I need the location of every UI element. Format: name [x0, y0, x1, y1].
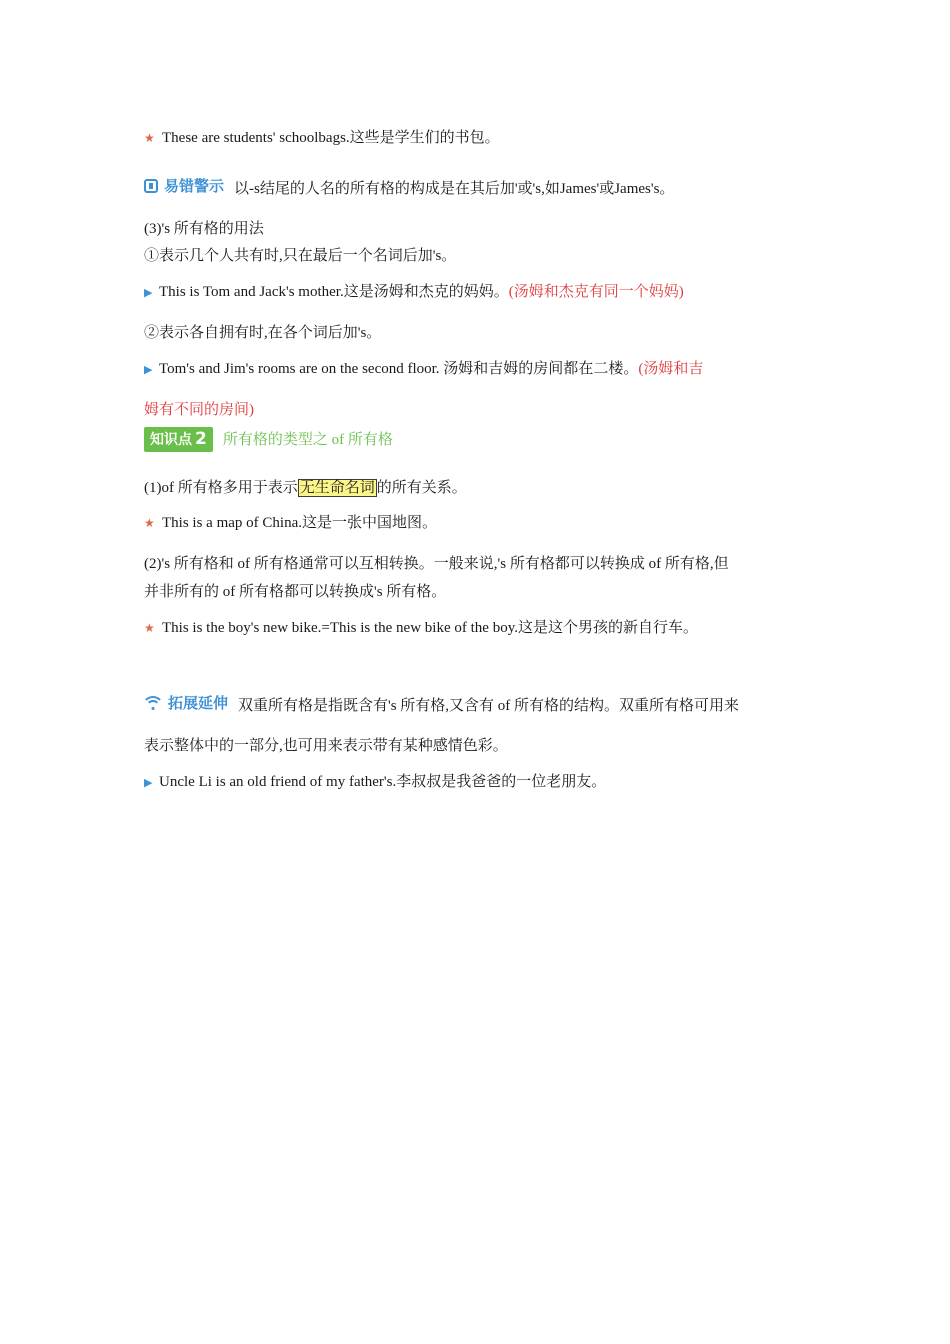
example-students: ★ These are students' schoolbags.这些是学生们的书包。 — [144, 127, 810, 149]
example-tom-jack: ▶ This is Tom and Jack's mother.这是汤姆和杰克的妈妈。(汤姆和杰克有同一个妈妈) — [144, 281, 810, 304]
example-china: ★ This is a map of China.这是一张中国地图。 — [144, 512, 810, 534]
section-2-line-2: 并非所有的 of 所有格都可以转换成's 所有格。 — [144, 584, 447, 600]
example-tom-jim-note-cont: 姆有不同的房间) — [144, 402, 254, 418]
warning-note: 易错警示 以-s结尾的人名的所有格的构成是在其后加'或's,如James'或James's。 — [144, 175, 810, 200]
extension-note: 拓展延伸 双重所有格是指既含有's 所有格,又含有 of 所有格的结构。双重所有格可用来 — [144, 692, 810, 717]
triangle-bullet-icon: ▶ — [144, 776, 153, 789]
section-2-line-1: (2)'s 所有格和 of 所有格通常可以互相转换。一般来说,'s 所有格都可以转换成 of 所有格,但 — [144, 556, 729, 572]
of-rule-1: (1)of 所有格多用于表示 无生命名词 的所有关系。 — [144, 480, 467, 496]
star-bullet-icon: ★ — [144, 131, 155, 145]
star-bullet-icon: ★ — [144, 516, 155, 530]
triangle-bullet-icon: ▶ — [144, 286, 153, 299]
bell-icon — [144, 179, 158, 193]
extension-line-2: 表示整体中的一部分,也可用来表示带有某种感情色彩。 — [144, 738, 508, 754]
highlighted-term: 无生命名词 — [299, 480, 375, 496]
knowledge-point-2: 知识点 2 所有格的类型之 of 所有格 — [144, 427, 810, 452]
extension-badge: 拓展延伸 — [144, 692, 228, 714]
triangle-bullet-icon: ▶ — [144, 363, 153, 376]
wifi-icon — [144, 696, 162, 710]
star-bullet-icon: ★ — [144, 621, 155, 635]
example-tom-jim: ▶ Tom's and Jim's rooms are on the second floor. 汤姆和吉姆的房间都在二楼。(汤姆和吉 — [144, 358, 810, 381]
section-3-rule-1: ①表示几个人共有时,只在最后一个名词后加's。 — [144, 248, 457, 264]
warning-badge: 易错警示 — [144, 175, 224, 197]
section-3-rule-2: ②表示各自拥有时,在各个词后加's。 — [144, 325, 382, 341]
example-bike: ★ This is the boy's new bike.=This is the new bike of the boy.这是这个男孩的新自行车。 — [144, 617, 810, 639]
section-3-title: (3)'s 所有格的用法 — [144, 221, 264, 237]
knowledge-badge: 知识点 2 — [144, 427, 213, 452]
example-uncle: ▶ Uncle Li is an old friend of my father's.李叔叔是我爸爸的一位老朋友。 — [144, 771, 810, 794]
